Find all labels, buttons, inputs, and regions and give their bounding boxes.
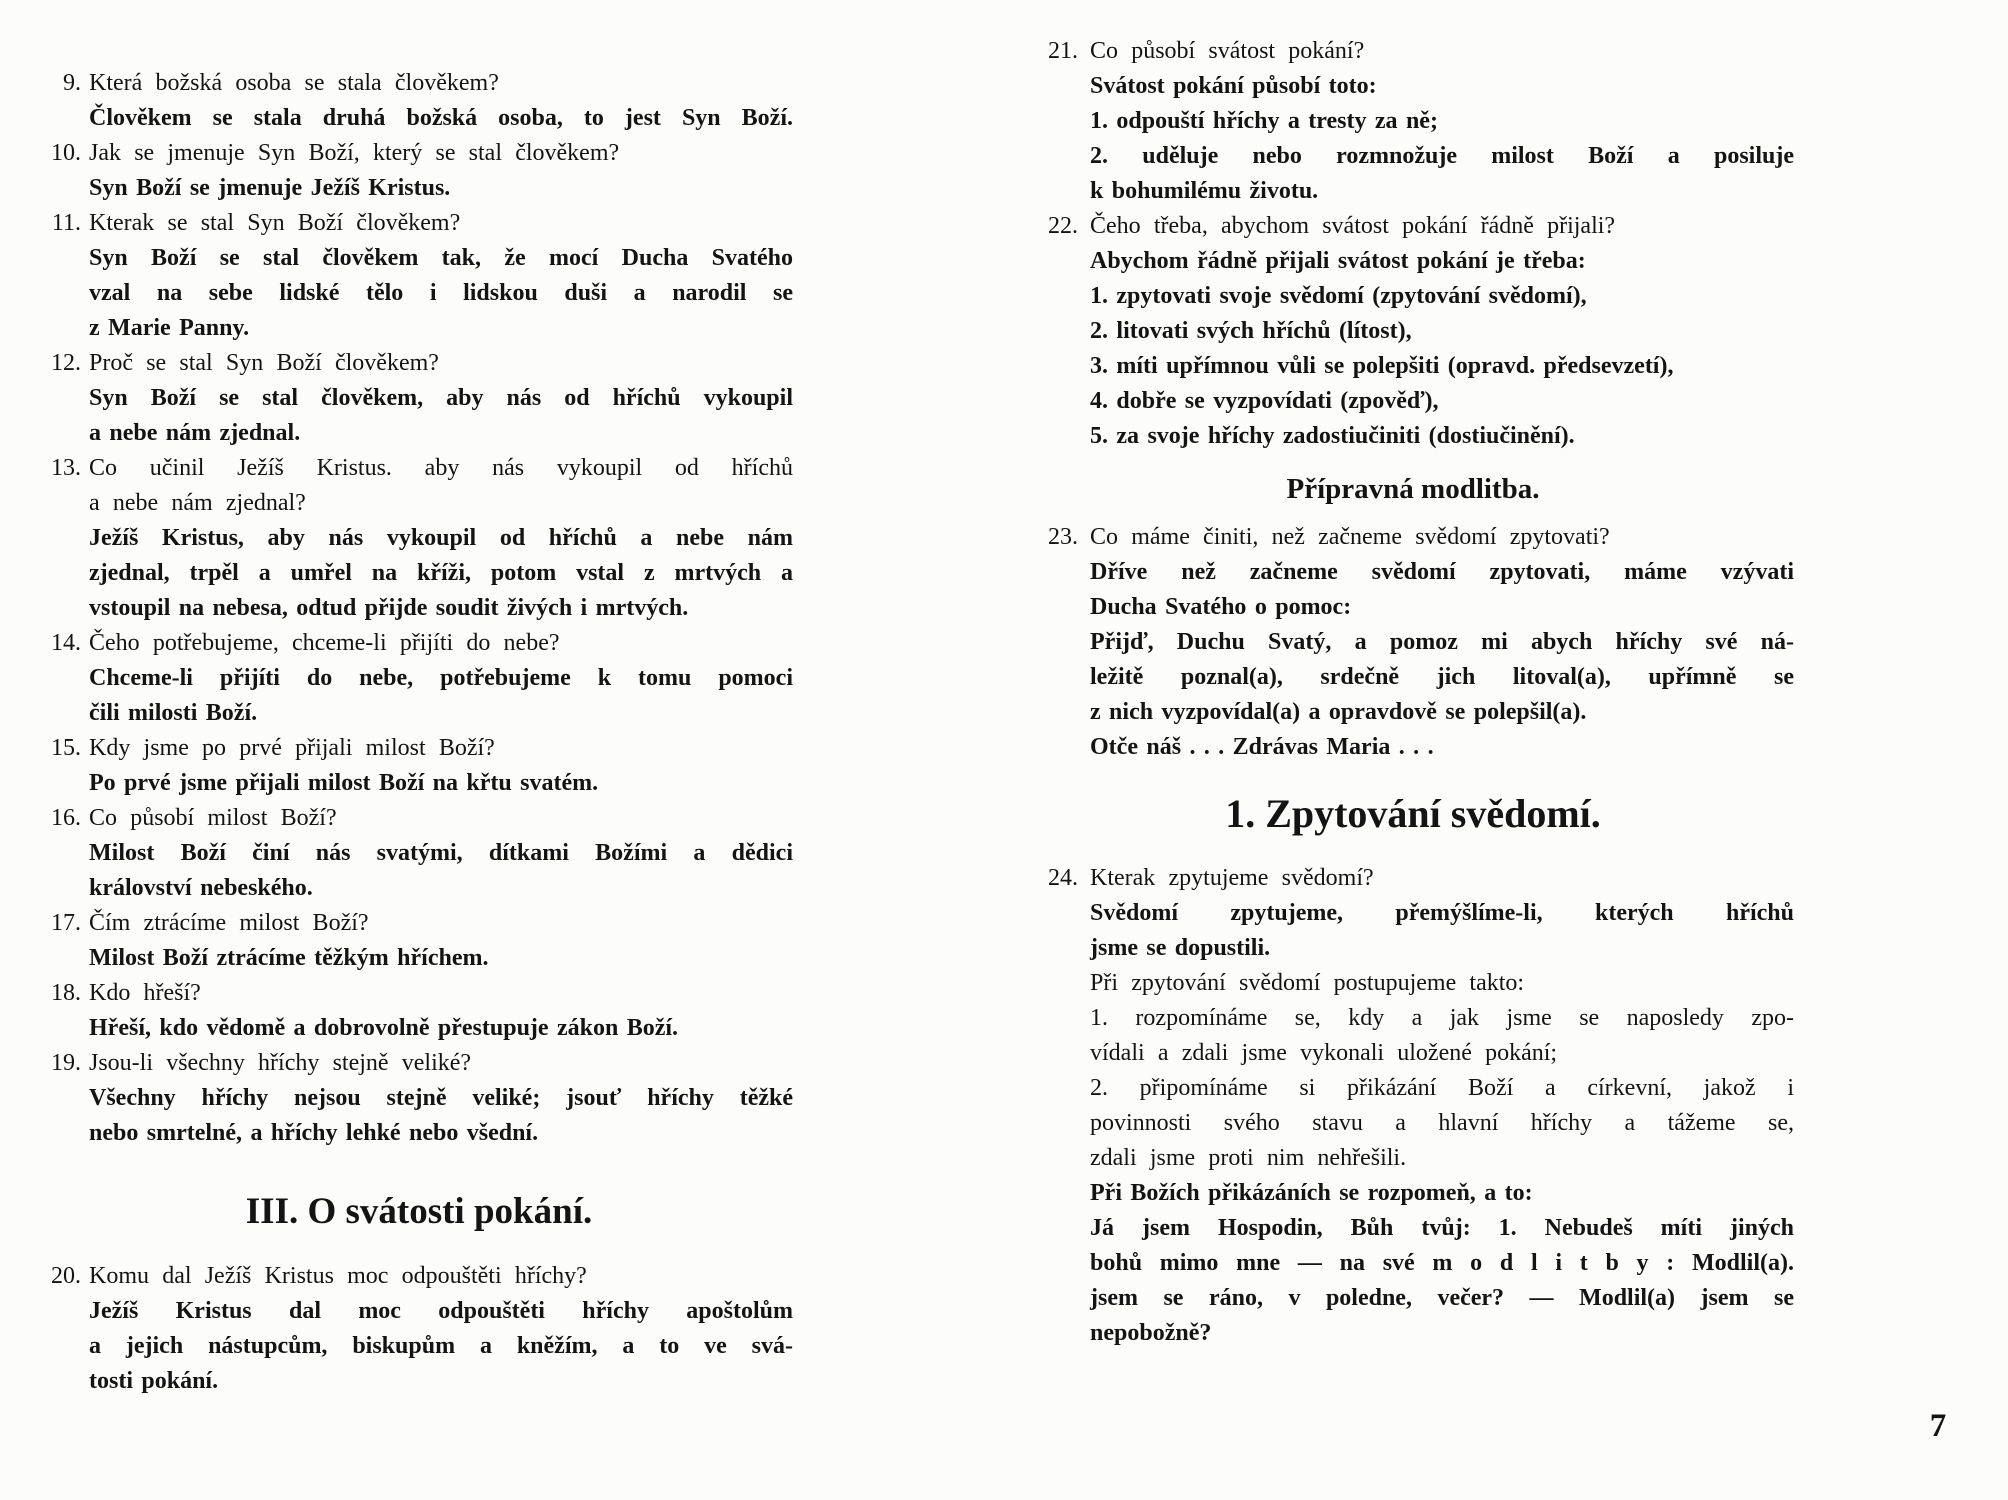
answer-line: 3. míti upřímnou vůli se polepšiti (opravd. předsevzetí), <box>1090 353 1674 379</box>
answer-line: Abychom řádně přijali svátost pokání je třeba: <box>1090 248 1586 274</box>
answer-line: Svědomí zpytujeme, přemýšlíme-li, kterých hříchů <box>1090 900 1794 926</box>
answer-line: Při Božích přikázáních se rozpomeň, a to: <box>1090 1180 1533 1206</box>
answer-line: 2. uděluje nebo rozmnožuje milost Boží a posiluje <box>1090 143 1794 169</box>
answer-line: Syn Boží se stal člověkem tak, že mocí Ducha Svatého <box>89 245 793 271</box>
answer-line: jsem se ráno, v poledne, večer? — Modlil(a) jsem se <box>1090 1285 1794 1311</box>
answer-line: Já jsem Hospodin, Bůh tvůj: 1. Nebudeš míti jiných <box>1090 1215 1794 1241</box>
question-line: povinnosti svého stavu a hlavní hříchy a tážeme se, <box>1090 1110 1794 1136</box>
answer-line: čili milosti Boží. <box>89 700 258 726</box>
qa-item <box>45 801 793 906</box>
question-line: Kterak se stal Syn Boží člověkem? <box>89 210 461 236</box>
answer-line: zjednal, trpěl a umřel na kříži, potom vstal z mrtvých a <box>89 560 793 586</box>
qa-item <box>45 906 793 976</box>
question-line: Čím ztrácíme milost Boží? <box>89 910 369 936</box>
qa-item <box>45 731 793 801</box>
answer-line: a nebe nám zjednal. <box>89 420 301 446</box>
qa-item <box>45 976 793 1046</box>
left-column <box>45 66 793 1399</box>
question-line: Co učinil Ježíš Kristus. aby nás vykoupil od hříchů <box>89 455 793 481</box>
question-number: 20. <box>51 1263 81 1289</box>
question-line: vídali a zdali jsme vykonali uložené pokání; <box>1090 1040 1558 1066</box>
question-number: 23. <box>1048 524 1078 550</box>
question-line: Při zpytování svědomí postupujeme takto: <box>1090 970 1525 996</box>
answer-line: vzal na sebe lidské tělo i lidskou duši a narodil se <box>89 280 793 306</box>
question-line: Kdo hřeší? <box>89 980 201 1006</box>
answer-line: 5. za svoje hříchy zadostiučiniti (dostiučinění). <box>1090 423 1575 449</box>
answer-line: Syn Boží se stal člověkem, aby nás od hříchů vykoupil <box>89 385 793 411</box>
answer-line: nebo smrtelné, a hříchy lehké nebo všední. <box>89 1120 539 1146</box>
answer-line: k bohumilému životu. <box>1090 178 1319 204</box>
question-number: 13. <box>51 455 81 481</box>
qa-item <box>1032 861 1794 1351</box>
question-number: 11. <box>51 210 81 236</box>
answer-line: vstoupil na nebesa, odtud přijde soudit živých i mrtvých. <box>89 595 689 621</box>
answer-line: ležitě poznal(a), srdečně jich litoval(a), upřímně se <box>1090 664 1794 690</box>
question-number: 9. <box>63 70 81 96</box>
answer-line: Milost Boží činí nás svatými, dítkami Božími a dědici <box>89 840 793 866</box>
qa-item <box>1032 520 1794 765</box>
question-line: Kterak zpytujeme svědomí? <box>1090 865 1374 891</box>
answer-line: nepobožně? <box>1090 1320 1212 1346</box>
qa-item <box>45 626 793 731</box>
answer-line: Ducha Svatého o pomoc: <box>1090 594 1352 620</box>
answer-line: království nebeského. <box>89 875 313 901</box>
answer-line: 4. dobře se vyzpovídati (zpověď), <box>1090 388 1439 414</box>
qa-item <box>45 1259 793 1399</box>
qa-item <box>1032 209 1794 454</box>
question-line: Co máme činiti, než začneme svědomí zpytovati? <box>1090 524 1610 550</box>
question-line: Komu dal Ježíš Kristus moc odpouštěti hříchy? <box>89 1263 587 1289</box>
question-line: 2. připomínáme si přikázání Boží a církevní, jakož i <box>1090 1075 1794 1101</box>
answer-line: Po prvé jsme přijali milost Boží na křtu svatém. <box>89 770 599 796</box>
question-line: 1. rozpomínáme se, kdy a jak jsme se naposledy zpo- <box>1090 1005 1794 1031</box>
question-line: Kdy jsme po prvé přijali milost Boží? <box>89 735 495 761</box>
question-number: 12. <box>51 350 81 376</box>
right-column <box>1032 34 1794 1351</box>
section-heading: III. O svátosti pokání. <box>245 1191 593 1232</box>
question-number: 16. <box>51 805 81 831</box>
answer-line: a jejich nástupcům, biskupům a kněžím, a to ve svá- <box>89 1333 793 1359</box>
question-number: 10. <box>51 140 81 166</box>
question-line: zdali jsme proti nim nehřešili. <box>1090 1145 1407 1171</box>
answer-line: z nich vyzpovídal(a) a opravdově se polepšil(a). <box>1090 699 1587 725</box>
qa-item <box>45 206 793 346</box>
section-heading: Přípravná modlitba. <box>1286 473 1540 505</box>
answer-line: jsme se dopustili. <box>1090 935 1271 961</box>
answer-line: Svátost pokání působí toto: <box>1090 73 1377 99</box>
answer-line: 2. litovati svých hříchů (lítost), <box>1090 318 1412 344</box>
question-line: Jsou-li všechny hříchy stejně veliké? <box>89 1050 472 1076</box>
question-number: 17. <box>51 910 81 936</box>
answer-line: z Marie Panny. <box>89 315 250 341</box>
question-line: Která božská osoba se stala člověkem? <box>89 70 499 96</box>
answer-line: 1. zpytovati svoje svědomí (zpytování svědomí), <box>1090 283 1587 309</box>
answer-line: Člověkem se stala druhá božská osoba, to jest Syn Boží. <box>89 105 793 131</box>
qa-item <box>45 346 793 451</box>
question-line: Čeho potřebujeme, chceme-li přijíti do nebe? <box>89 630 560 656</box>
question-line: Proč se stal Syn Boží člověkem? <box>89 350 439 376</box>
qa-item <box>45 136 793 206</box>
question-number: 19. <box>51 1050 81 1076</box>
question-line: Čeho třeba, abychom svátost pokání řádně přijali? <box>1090 213 1616 239</box>
answer-line: Milost Boží ztrácíme těžkým hříchem. <box>89 945 489 971</box>
answer-line: bohů mimo mne — na své m o d l i t b y : Modlil(a). <box>1090 1250 1794 1276</box>
question-number: 14. <box>51 630 81 656</box>
question-line: Co působí milost Boží? <box>89 805 337 831</box>
question-line: a nebe nám zjednal? <box>89 490 306 516</box>
qa-item <box>45 1046 793 1151</box>
qa-item <box>1032 34 1794 209</box>
page-number: 7 <box>1929 1408 1947 1444</box>
answer-line: Hřeší, kdo vědomě a dobrovolně přestupuje zákon Boží. <box>89 1015 679 1041</box>
answer-line: Dříve než začneme svědomí zpytovati, máme vzývati <box>1090 559 1794 585</box>
answer-line: Ježíš Kristus, aby nás vykoupil od hříchů a nebe nám <box>89 525 793 551</box>
question-line: Co působí svátost pokání? <box>1090 38 1365 64</box>
question-number: 22. <box>1048 213 1078 239</box>
qa-item <box>45 66 793 136</box>
question-number: 15. <box>51 735 81 761</box>
answer-line: Syn Boží se jmenuje Ježíš Kristus. <box>89 175 451 201</box>
section-heading: 1. Zpytování svědomí. <box>1225 791 1601 836</box>
answer-line: Ježíš Kristus dal moc odpouštěti hříchy apoštolům <box>89 1298 793 1324</box>
question-number: 24. <box>1048 865 1078 891</box>
answer-line: Otče náš . . . Zdrávas Maria . . . <box>1090 734 1434 760</box>
question-number: 18. <box>51 980 81 1006</box>
question-line: Jak se jmenuje Syn Boží, který se stal člověkem? <box>89 140 620 166</box>
answer-line: Chceme-li přijíti do nebe, potřebujeme k tomu pomoci <box>89 665 793 691</box>
answer-line: Všechny hříchy nejsou stejně veliké; jsouť hříchy těžké <box>89 1085 793 1111</box>
qa-item <box>45 451 793 626</box>
answer-line: 1. odpouští hříchy a tresty za ně; <box>1090 108 1438 134</box>
answer-line: tosti pokání. <box>89 1368 219 1394</box>
answer-line: Přijď, Duchu Svatý, a pomoz mi abych hříchy své ná- <box>1090 629 1794 655</box>
question-number: 21. <box>1048 38 1078 64</box>
